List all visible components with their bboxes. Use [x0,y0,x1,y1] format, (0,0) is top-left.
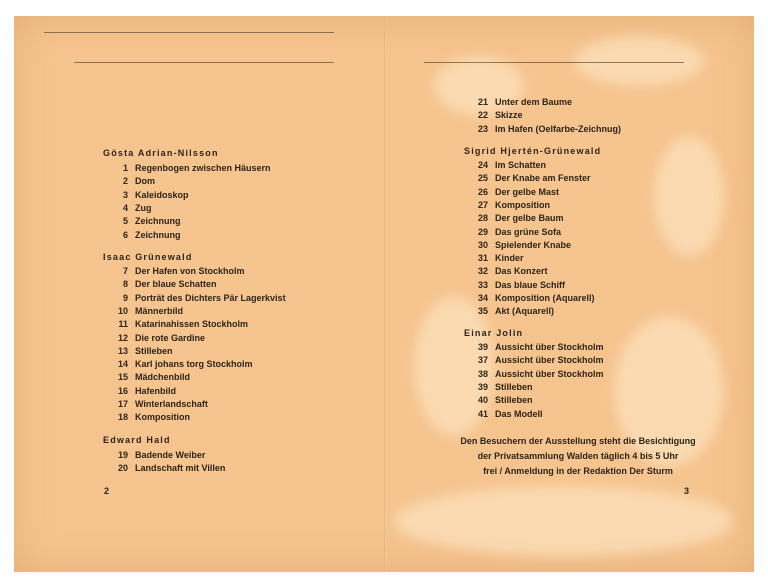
entry-number: 27 [477,199,488,210]
entry-number: 33 [477,279,488,290]
catalog-entry [458,200,550,210]
entry-title: Komposition (Aquarell) [495,293,595,303]
entry-title: Aussicht über Stockholm [495,355,604,366]
entry-title: Kaleidoskop [135,189,189,200]
entry-number: 18 [117,412,128,423]
right-page [398,16,768,572]
entry-title: Komposition [495,199,550,210]
entry-title: Der gelbe Mast [495,186,560,197]
entry-number: 25 [477,173,488,184]
catalog-entry [98,372,190,382]
entry-title: Akt (Aquarell) [495,306,555,317]
notice-block [438,434,718,479]
catalog-entry [458,395,533,405]
entry-number: 17 [117,399,128,409]
entry-number: 35 [477,306,488,317]
entry-title: Regenbogen zwischen Häusern [135,163,271,173]
entry-number: 3 [122,189,128,200]
entry-number: 16 [117,385,128,396]
entry-number: 11 [118,319,128,330]
entry-title: Männerbild [135,305,184,316]
catalog-entry [98,216,181,226]
entry-number: 32 [477,266,488,277]
entry-title: Der Hafen von Stockholm [135,266,245,276]
entry-number: 28 [477,213,488,224]
entry-number: 39 [477,381,488,392]
catalog-entry [458,355,604,365]
catalog-entry [458,213,564,223]
notice-line: der Privatsammlung Walden täglich 4 bis 5 Uhr [477,451,679,461]
artist-heading: Gösta Adrian-Nilsson [103,148,219,158]
entry-title: Im Hafen (Oelfarbe-Zeichnug) [495,123,622,134]
entry-title: Zeichnung [135,216,181,227]
catalog-entry [458,342,604,352]
catalog-entry [458,253,524,263]
entry-title: Karl johans torg Stockholm [135,359,253,370]
entry-number: 2 [122,176,128,187]
entry-number: 31 [477,253,488,264]
entry-title: Katarinahissen Stockholm [135,319,249,330]
catalog-entry [98,266,245,276]
entry-number: 8 [122,279,128,290]
catalog-entry [98,279,217,289]
entry-title: Das blaue Schiff [495,279,566,290]
catalog-entry [458,293,595,303]
catalog-entry [458,369,604,379]
catalog-entry [98,163,271,173]
entry-title: Skizze [495,110,523,121]
center-fold [384,16,386,572]
catalog-entry [98,306,183,316]
entry-title: Zug [135,202,152,213]
entry-title: Das Modell [495,408,543,419]
entry-title: Zeichnung [135,229,181,240]
notice-line: Den Besuchern der Ausstellung steht die Besichtigung [460,436,696,446]
entry-number: 19 [117,450,128,460]
catalog-entry [98,319,248,329]
artist-heading: Isaac Grünewald [103,252,193,262]
artist-heading: Einar Jolin [464,328,524,338]
entry-title: Der blaue Schatten [135,279,217,290]
entry-title: Stilleben [495,395,533,406]
entry-title: Unter dem Baume [495,97,573,107]
entry-title: Das Konzert [495,266,548,277]
entry-title: Der Knabe am Fenster [495,173,591,184]
entry-number: 4 [122,202,128,213]
catalog-entry [98,176,155,186]
entry-title: Stilleben [495,381,533,392]
catalog-entry [458,409,543,419]
left-page [28,16,398,572]
entry-number: 21 [477,97,488,107]
entry-title: Im Schatten [495,160,547,170]
catalog-entry [458,227,561,237]
entry-title: Der gelbe Baum [495,213,564,224]
entry-number: 23 [477,123,488,134]
catalog-entry [458,240,571,250]
entry-title: Die rote Gardine [135,332,206,343]
catalog-entry [458,173,591,183]
entry-title: Spielender Knabe [495,239,572,250]
entry-number: 7 [122,266,128,276]
artist-heading: Sigrid Hjertén-Grünewald [464,146,602,156]
catalog-entry [98,399,208,409]
entry-title: Aussicht über Stockholm [495,368,604,379]
entry-number: 30 [477,239,488,250]
entry-number: 12 [117,332,128,343]
entry-number: 9 [122,292,128,303]
catalog-entry [98,203,152,213]
catalog-entry [98,293,286,303]
entry-number: 14 [117,359,128,370]
entry-title: Hafenbild [135,385,177,396]
entry-number: 39 [477,342,488,352]
entry-title: Badende Weiber [135,450,206,460]
entry-number: 40 [477,395,488,406]
catalog-entry [458,187,559,197]
catalog-entry [458,97,572,107]
entry-title: Porträt des Dichters Pär Lagerkvist [135,292,286,303]
page-number: 2 [104,486,110,496]
catalog-entry [458,160,546,170]
catalog-entry [98,190,189,200]
entry-title: Aussicht über Stockholm [495,342,604,352]
catalog-entry [458,382,533,392]
entry-title: Das grüne Sofa [495,226,562,237]
entry-number: 22 [477,110,488,121]
entry-title: Kinder [495,253,524,264]
entry-number: 37 [477,355,488,366]
entry-number: 26 [477,186,488,197]
notice-line: frei / Anmeldung in der Redaktion Der Sturm [483,466,673,476]
entry-title: Winterlandschaft [135,399,208,409]
catalog-entry [98,386,176,396]
entry-title: Landschaft mit Villen [135,463,226,474]
catalog-entry [98,230,181,240]
entry-number: 10 [117,305,128,316]
entry-number: 15 [117,372,128,383]
catalog-entry [458,306,554,316]
entry-number: 41 [477,408,488,419]
entry-title: Dom [135,176,155,187]
catalog-entry [458,110,523,120]
artist-heading: Edward Hald [103,435,171,445]
page-number: 3 [684,486,690,496]
entry-number: 5 [122,216,128,227]
entry-number: 24 [477,160,488,170]
catalog-entry [98,333,205,343]
entry-number: 13 [117,345,128,356]
catalog-entry [98,463,225,473]
entry-number: 29 [477,226,488,237]
catalog-entry [458,280,565,290]
catalog-entry [98,450,205,460]
catalog-entry [98,359,253,369]
entry-title: Mädchenbild [135,372,191,383]
catalog-entry [458,124,621,134]
entry-number: 6 [122,229,128,240]
entry-title: Komposition [135,412,190,423]
catalog-entry [98,412,190,422]
catalog-entry [458,266,548,276]
entry-number: 34 [477,293,488,303]
entry-number: 1 [122,163,128,173]
entry-number: 38 [477,368,488,379]
entry-number: 20 [117,463,128,474]
catalog-entry [98,346,173,356]
entry-title: Stilleben [135,345,173,356]
